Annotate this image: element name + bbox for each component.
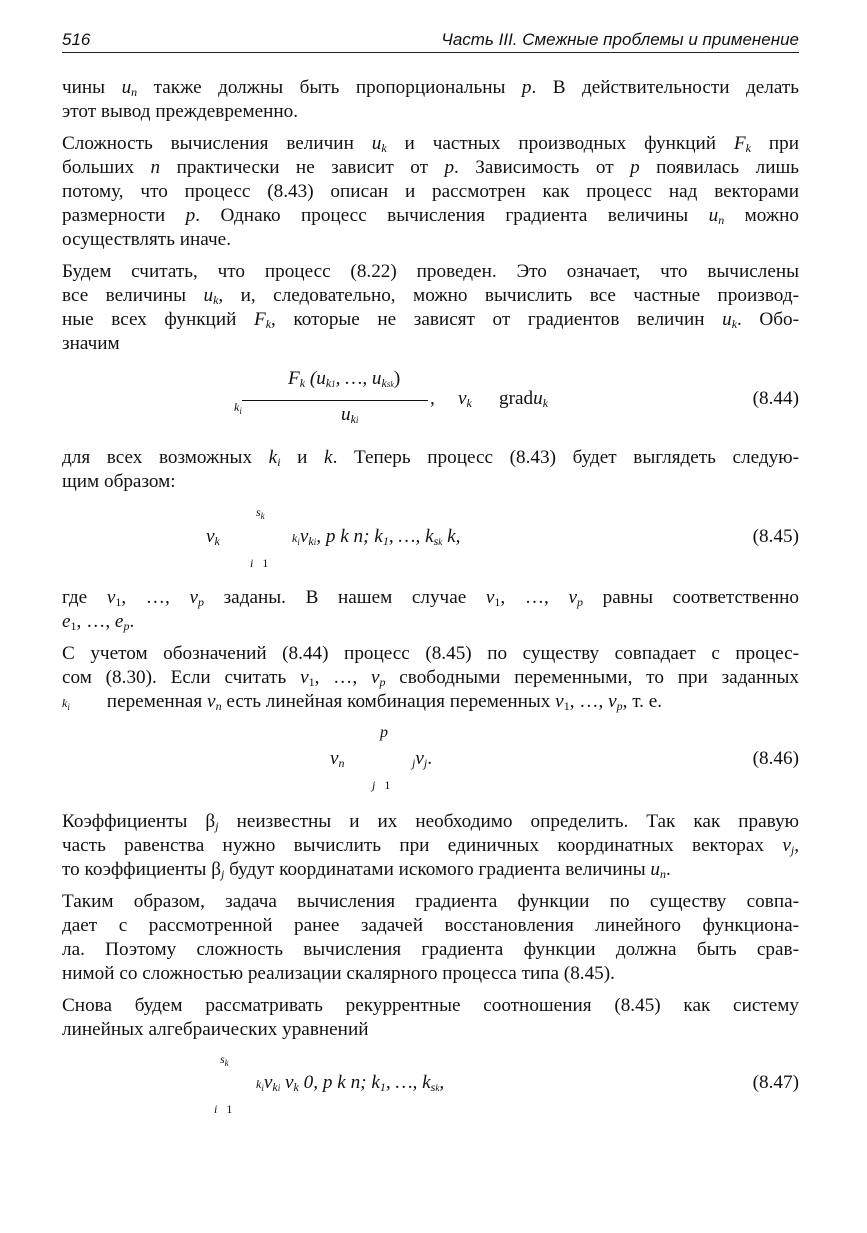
text-line: где $v_1$, …, $v_p$ заданы. В нашем случае $v_1$, …, $v_p$ равны соответственно	[62, 587, 800, 609]
sum-upper: $s_k$	[256, 505, 265, 521]
eq-numerator: $F_k$ ($u_{k1}$, …, $u_{ksk}$)	[288, 368, 401, 390]
equation-number: (8.44)	[752, 388, 799, 409]
sum-lower: i 1	[214, 1102, 233, 1116]
text-line: ла. Поэтому сложность вычисления градиента функции должна быть срав-	[62, 939, 799, 960]
text-line: чины $u_n$ также должны быть пропорциональны p. В действительности делать	[62, 77, 800, 99]
text-line: то коэффициенты $\beta_j$ будут координатами искомого градиента величины $u_n$.	[62, 859, 671, 881]
eq-term: $k_iv_{ki}$ $v_k$ 0, p k n; $k_1$, …, $k_{sk}$,	[256, 1072, 445, 1094]
text-line: Сложность вычисления величин $u_k$ и частных производных функций $F_k$ при	[62, 133, 799, 155]
paragraph-6	[62, 642, 799, 714]
equation-8-46	[62, 724, 799, 798]
paragraph-1	[62, 76, 799, 124]
running-title: Часть III. Смежные проблемы и применение	[441, 30, 799, 49]
equation-8-47	[62, 1048, 799, 1122]
eq-denominator: $u_{ki}$	[341, 404, 359, 426]
text-line: Будем считать, что процесс (8.22) проведен. Это означает, что вычислены	[62, 261, 799, 282]
text-line: больших n практически не зависит от p. Зависимость от p появилась лишь	[62, 157, 799, 178]
text-line: $k_i$ переменная $v_n$ есть линейная комбинация переменных $v_1$, …, $v_p$, т. е.	[62, 691, 663, 713]
text-line: линейных алгебраических уравнений	[62, 1019, 369, 1040]
sum-lower: i 1	[250, 556, 269, 570]
equation-8-45	[62, 500, 799, 572]
paragraph-7	[62, 810, 799, 882]
equation-number: (8.47)	[752, 1072, 799, 1093]
text-line: значим	[62, 333, 120, 354]
eq-term: $k_iv_{ki}$, p k n; $k_1$, …, $k_{sk}$ k,	[292, 526, 461, 548]
eq-grad: gradu$_k$	[499, 388, 549, 410]
text-line: Снова будем рассматривать рекуррентные соотношения (8.45) как систему	[62, 995, 799, 1016]
text-line: Коэффициенты $\beta_j$ неизвестны и их необходимо определить. Так как правую	[62, 811, 799, 833]
text-line: размерности p. Однако процесс вычисления градиента величины $u_n$ можно	[62, 205, 799, 227]
eq-lhs: $v_k$	[206, 526, 220, 548]
equation-number: (8.46)	[752, 748, 799, 769]
page-header	[62, 30, 799, 53]
text-line: ные всех функций $F_k$, которые не зависят от градиентов величин $u_k$. Обо-	[62, 309, 800, 331]
text-line: сом (8.30). Если считать $v_1$, …, $v_p$ свободными переменными, то при заданных	[62, 667, 799, 689]
text-line: нимой со сложностью реализации скалярного процесса типа (8.45).	[62, 963, 615, 984]
equation-8-44	[62, 362, 799, 442]
text-line: Таким образом, задача вычисления градиента функции по существу совпа-	[62, 891, 799, 912]
eq-lhs: $v_n$	[330, 748, 345, 770]
eq-term: $_jv_j$.	[412, 748, 433, 770]
page-number: 516	[62, 30, 91, 49]
sum-upper: p	[380, 724, 388, 741]
eq-symbol: $k_i$	[234, 400, 242, 416]
text-line: дает с рассмотренной ранее задачей восстановления линейного функциона-	[62, 915, 799, 936]
text-line: все величины $u_k$, и, следовательно, можно вычислить все частные производ-	[62, 285, 799, 307]
paragraph-5	[62, 586, 799, 634]
paragraph-8	[62, 890, 799, 986]
text-line: С учетом обозначений (8.44) процесс (8.45) по существу совпадает с процес-	[62, 643, 799, 664]
sum-upper: $s_k$	[220, 1052, 229, 1068]
text-line: этот вывод преждевременно.	[62, 101, 299, 122]
text-line: для всех возможных $k_i$ и k. Теперь процесс (8.43) будет выглядеть следую-	[62, 447, 799, 469]
text-line: потому, что процесс (8.43) описан и рассмотрен как процесс над векторами	[62, 181, 799, 202]
fraction-bar	[242, 400, 428, 401]
equation-number: (8.45)	[752, 526, 799, 547]
text-line: щим образом:	[62, 471, 176, 492]
paragraph-9	[62, 994, 799, 1042]
paragraph-2	[62, 132, 799, 252]
eq-comma: ,	[430, 388, 435, 409]
eq-v: $v_k$	[458, 388, 472, 410]
text-line: часть равенства нужно вычислить при единичных координатных векторах $v_j$,	[62, 835, 799, 857]
text-line: $e_1$, …, $e_p$.	[62, 611, 135, 633]
paragraph-4	[62, 446, 799, 494]
paragraph-3	[62, 260, 799, 356]
text-line: осуществлять иначе.	[62, 229, 231, 250]
sum-lower: j 1	[372, 778, 391, 792]
